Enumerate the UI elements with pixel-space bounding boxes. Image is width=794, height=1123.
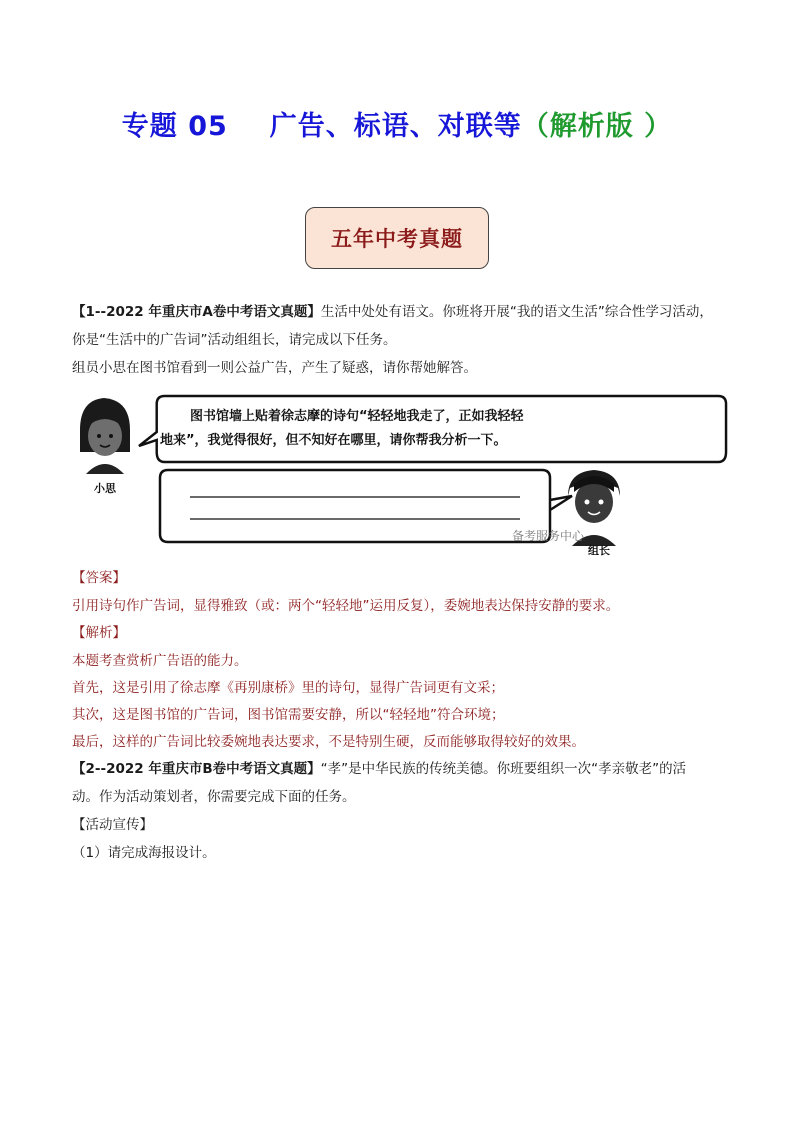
boy-label: 组长: [588, 544, 610, 557]
title-edition: （解析版 ）: [521, 111, 673, 142]
comic-illustration: [72, 388, 732, 560]
analysis-heading: 【解析】: [72, 625, 126, 641]
document-title: [0, 104, 794, 143]
analysis-line-4: 最后，这样的广告词比较委婉地表达要求，不是特别生硬，反而能够取得较好的效果。: [72, 734, 585, 750]
q1-line-1: [72, 302, 732, 322]
analysis-line-1: 本题考查赏析广告语的能力。: [72, 653, 248, 669]
answer-text: 引用诗句作广告词，显得雅致（或：两个“轻轻地”运用反复），委婉地表达保持安静的要求。: [72, 598, 620, 614]
title-topic-name: 广告、标语、对联等: [269, 111, 522, 142]
watermark: 备考服务中心: [512, 529, 585, 543]
q1-line-3: 组员小思在图书馆看到一则公益广告，产生了疑惑，请你帮她解答。: [72, 360, 477, 376]
title-topic-number: 专题 05: [121, 111, 228, 142]
girl-label: 小思: [94, 482, 116, 495]
q1-line-2: 你是“生活中的广告词”活动组组长，请完成以下任务。: [72, 332, 397, 348]
analysis-line-2: 首先，这是引用了徐志摩《再别康桥》里的诗句，显得广告词更有文采；: [72, 680, 504, 696]
q2-tag: 【2--2022 年重庆市B卷中考语文真题】: [72, 761, 321, 777]
question-speech-bubble: [139, 396, 726, 462]
bubble-line-2: 地来”，我觉得很好，但不知好在哪里，请你帮我分析一下。: [160, 433, 507, 448]
section-badge: 五年中考真题: [305, 207, 489, 269]
q1-tag: 【1--2022 年重庆市A卷中考语文真题】: [72, 304, 321, 320]
q2-task-1: （1）请完成海报设计。: [72, 845, 216, 861]
answer-heading: 【答案】: [72, 570, 126, 586]
girl-figure: [80, 398, 130, 474]
analysis-line-3: 其次，这是图书馆的广告词，图书馆需要安静，所以“轻轻地”符合环境；: [72, 707, 505, 723]
q2-line-1-text: “孝”是中华民族的传统美德。你班要组织一次“孝亲敬老”的活: [320, 761, 687, 777]
q2-sub-heading: 【活动宣传】: [72, 817, 153, 833]
q2-line-2: 动。作为活动策划者，你需要完成下面的任务。: [72, 789, 356, 805]
bubble-line-1: 图书馆墙上贴着徐志摩的诗句“轻轻地我走了，正如我轻轻: [190, 409, 524, 424]
q1-line-1-text: 生活中处处有语文。你班将开展“我的语文生活”综合性学习活动，: [320, 304, 713, 320]
q2-line-1: [72, 759, 732, 779]
answer-speech-bubble: [160, 470, 572, 542]
